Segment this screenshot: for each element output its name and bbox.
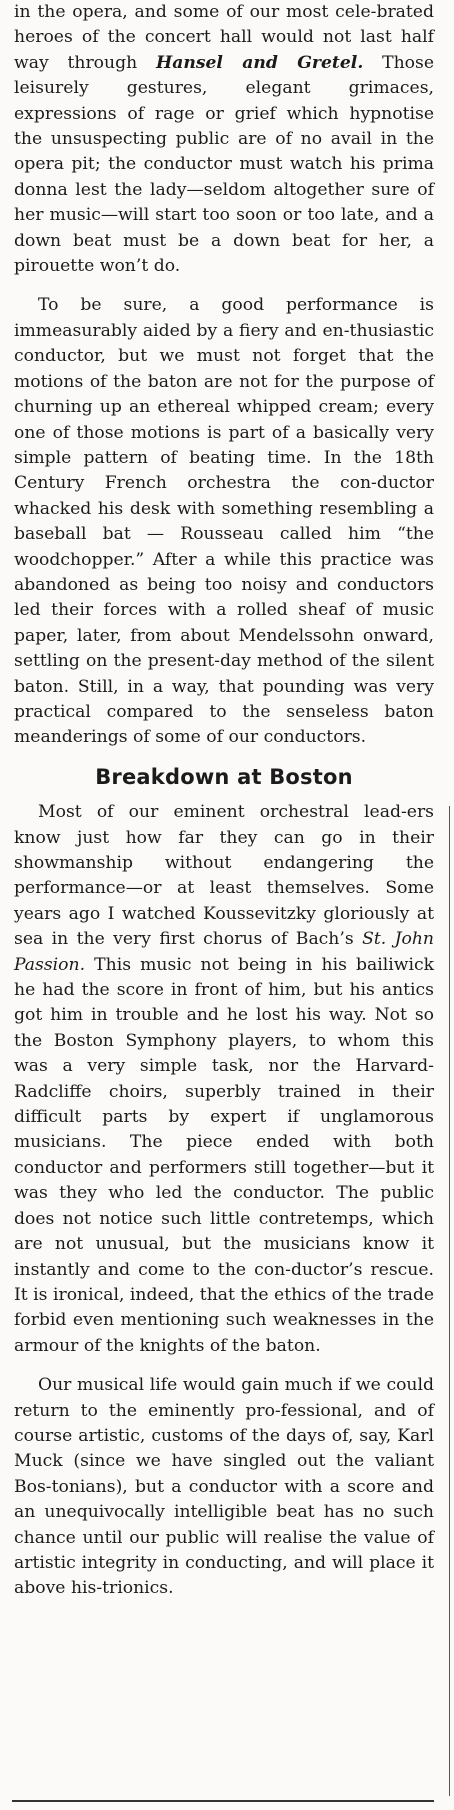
- paragraph-opera-pit: [14, 0, 434, 279]
- body-text: Most of our eminent orchestral lead-ers know just how far they can go in their showmanship without endangering the performance—or at least themselves. Some years ago I watched Koussevitzky gloriously at sea in the very first chorus of Bach’s: [14, 802, 434, 950]
- body-text: To be sure, a good performance is immeasurably aided by a fiery and en-thusiastic conductor, but we must not forget that the motions of the baton are not for the purpose of churning up an ethereal whipped cream; every one of those motions is part of a basically very simple pattern of beating time. In the 18th Century French orchestra the con-ductor whacked his desk with something resembling a baseball bat — Rousseau called him “the woodchopper.” After a while this practice was abandoned as being too noisy and conductors led their forces with a rolled sheaf of music paper, later, from about Mendelssohn onward, settling on the present-day method of the silent baton. Still, in a way, that pounding was very practical compared to the senseless baton meanderings of some of our conductors.: [14, 295, 434, 748]
- body-text: Our musical life would gain much if we could return to the eminently pro-fessional, and of course artistic, customs of the days of, say, Karl Muck (since we have singled out the valiant Bos-tonians), but a conductor with a score and an unequivocally intelligible beat has no such chance until our public will realise the value of artistic integrity in conducting, and will place it above his-trionics.: [14, 1375, 434, 1599]
- bottom-rule: [12, 1800, 434, 1802]
- paragraph-baton-history: [14, 293, 434, 750]
- section-heading: Breakdown at Boston: [95, 764, 353, 789]
- paragraph-conclusion: [14, 1373, 434, 1602]
- body-text: Those leisurely gestures, elegant grimaces, expressions of rage or grief which hypnotise the unsuspecting public are of no avail in the opera pit; the conductor must watch his prima donna lest the lady—seldom altogether sure of her music—will start too soon or too late, and a down beat must be a down beat for her, a pirouette won’t do.: [14, 52, 435, 277]
- italic-title-text: Hansel and Gretel.: [155, 52, 364, 73]
- text-column: [14, 0, 434, 1602]
- body-text: This music not being in his bailiwick he had the score in front of him, but his antics got him in trouble and he lost his way. Not so the Boston Symphony players, to whom this was a very simple task, nor the Harvard-Radcliffe choirs, superbly trained in their difficult parts by expert if unglamorous musicians. The piece ended with both conductor and performers still together—but it was they who led the conductor. The public does not notice such little contretemps, which are not unusual, but the musicians know it instantly and come to the con-ductor’s rescue. It is ironical, indeed, that the ethics of the trade forbid even mentioning such weaknesses in the armour of the knights of the baton.: [14, 954, 434, 1356]
- body-text: in the opera, and some of our most cele-brated heroes of the concert hall would not last half way through: [14, 2, 434, 73]
- paragraph-koussevitzky: [14, 800, 434, 1359]
- italic-title-text: St. John Passion.: [14, 929, 434, 975]
- column-divider-rule: [449, 806, 450, 1796]
